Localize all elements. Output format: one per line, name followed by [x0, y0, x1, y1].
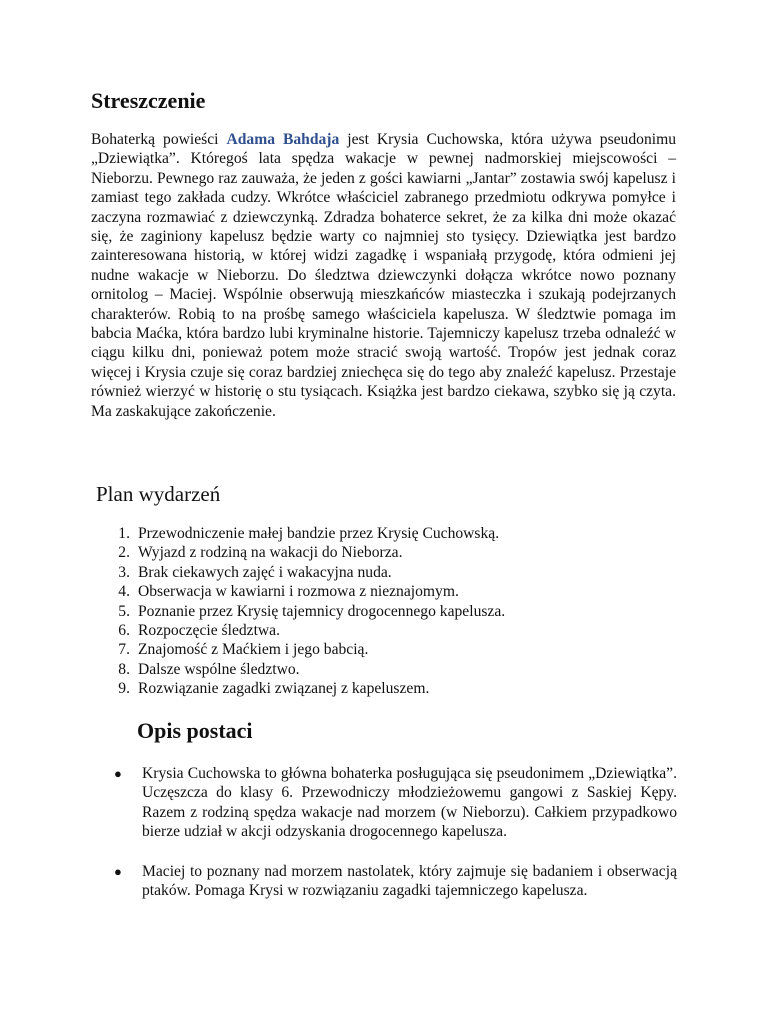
- plan-item-number: 1.: [118, 525, 130, 542]
- plan-heading: Plan wydarzeń: [96, 482, 221, 506]
- plan-item-text: Wyjazd z rodziną na wakacji do Nieborza.: [138, 544, 403, 562]
- plan-item: [110, 679, 505, 698]
- summary-paragraph: [91, 130, 676, 421]
- plan-item-number: 8.: [118, 660, 130, 678]
- plan-item-number: 2.: [118, 544, 130, 562]
- plan-item-text: Przewodniczenie małej bandzie przez Krysię Cuchowską.: [138, 525, 500, 542]
- summary-heading: Streszczenie: [91, 88, 206, 113]
- plan-item: [110, 543, 505, 562]
- character-text: Maciej to poznany nad morzem nastolatek, który zajmuje się badaniem i obserwacją ptaków. Pomaga Krysi w rozwiązaniu zagadki tajemniczego kapelusza.: [142, 862, 677, 900]
- character-text: Krysia Cuchowska to główna bohaterka posługująca się pseudonimem „Dziewiątka”. Uczęszcza do klasy 6. Przewodniczy młodzieżowemu gangowi z Saskiej Kępy. Razem z rodziną spędza wakacje nad morzem (w Nieborzu). Całkiem przypadkowo bierze udział w akcji odzyskania drogocennego kapelusza.: [142, 765, 677, 841]
- summary-body: jest Krysia Cuchowska, która używa pseudonimu „Dziewiątka”. Któregoś lata spędza wakacje w pewnej nadmorskiej miejscowości – Nieborzu. Pewnego raz zauważa, że jeden z gości kawiarni „Jantar” zostawia swój kapelusz i zamiast tego zakłada cudzy. Wkrótce właściciel zabranego przedmiotu odkrywa pomyłce i zaczyna rozmawiać z dziewczynką. Zdradza bohaterce sekret, że za kilka dni może okazać się, że zaginiony kapelusz będzie warty co najmniej sto tysięcy. Dziewiątka jest bardzo zainteresowana historią, w której widzi zagadkę i wspaniałą przygodę, która odmieni jej nudne wakacje w Nieborzu. Do śledztwa dziewczynki dołącza wkrótce nowo poznany ornitolog – Maciej. Wspólnie obserwują mieszkańców miasteczka i szukają podejrzanych charakterów. Robią to na prośbę samego właściciela kapelusza. W śledztwie pomaga im babcia Maćka, która bardzo lubi kryminalne historie. Tajemniczy kapelusz trzeba odnaleźć w ciągu kilku dni, ponieważ potem może stracić swoją wartość. Tropów jest jednak coraz więcej i Krysia czuje się coraz bardziej zniechęca się do tego aby znaleźć kapelusz. Przestaje również wierzyć w historię o stu tysiącach. Książka jest bardzo ciekawa, szybko się ją czyta. Ma zaskakujące zakończenie.: [91, 131, 677, 420]
- plan-item-text: Poznanie przez Krysię tajemnicy drogocennego kapelusza.: [138, 602, 506, 620]
- plan-item: [110, 582, 505, 601]
- summary-intro: Bohaterką powieści: [91, 131, 227, 148]
- plan-item-text: Brak ciekawych zajęć i wakacyjna nuda.: [138, 563, 392, 581]
- plan-item-number: 3.: [118, 563, 130, 581]
- plan-item-number: 4.: [118, 583, 130, 601]
- plan-item-text: Rozpoczęcie śledztwa.: [138, 622, 281, 640]
- plan-item-number: 7.: [118, 641, 130, 659]
- plan-item-number: 6.: [118, 622, 130, 640]
- plan-item-text: Dalsze wspólne śledztwo.: [138, 660, 300, 678]
- plan-item-text: Znajomość z Maćkiem i jego babcią.: [138, 641, 369, 659]
- plan-item-number: 5.: [118, 602, 130, 620]
- author-name: Adama Bahdaja: [226, 131, 340, 148]
- plan-item: [110, 640, 505, 659]
- bullet-icon: ●: [114, 863, 122, 879]
- plan-item-number: 9.: [118, 680, 130, 698]
- plan-item: [110, 524, 505, 543]
- plan-item: [110, 621, 505, 640]
- characters-list: [114, 764, 677, 920]
- character-item-krysia: [114, 764, 677, 842]
- plan-item-text: Obserwacja w kawiarni i rozmowa z nieznajomym.: [138, 583, 459, 601]
- characters-heading: Opis postaci: [137, 718, 253, 743]
- character-item-maciej: [114, 862, 677, 901]
- plan-item: [110, 563, 505, 582]
- plan-item: [110, 660, 505, 679]
- plan-item-text: Rozwiązanie zagadki związanej z kapeluszem.: [138, 680, 430, 698]
- plan-item: [110, 602, 505, 621]
- plan-list: [110, 524, 505, 699]
- bullet-icon: ●: [114, 766, 122, 781]
